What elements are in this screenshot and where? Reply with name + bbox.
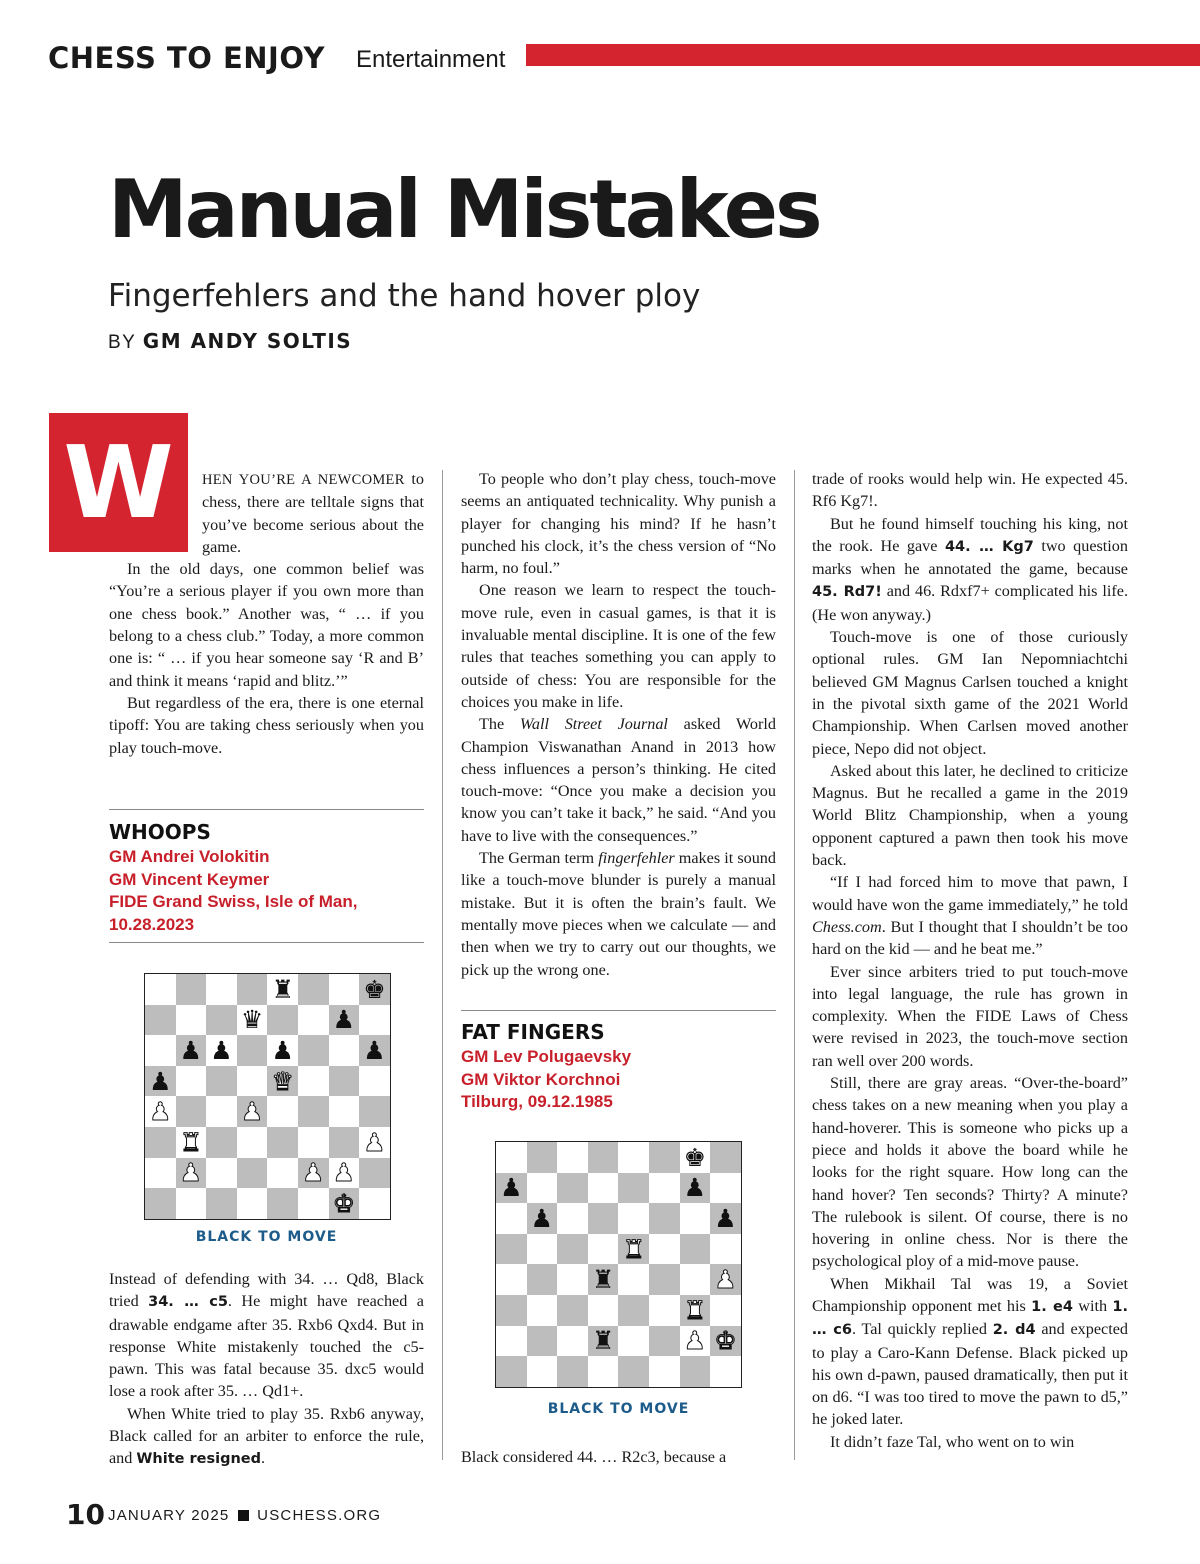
white-pawn-icon: ♟ (683, 1326, 707, 1356)
board-square (527, 1326, 558, 1357)
board-square (267, 1005, 298, 1036)
black-pawn-icon: ♟ (210, 1035, 233, 1065)
board-square (588, 1173, 619, 1204)
board-square (557, 1142, 588, 1173)
white-rook-icon: ♜ (179, 1127, 203, 1157)
board-square (176, 1096, 207, 1127)
board-square (527, 1142, 558, 1173)
board-square (618, 1142, 649, 1173)
board-square (329, 1066, 360, 1097)
board-square (557, 1264, 588, 1295)
board-square (618, 1264, 649, 1295)
board-square (588, 1234, 619, 1265)
board-square (176, 1066, 207, 1097)
board-square (496, 1142, 527, 1173)
board-square (298, 1005, 329, 1036)
board-square (680, 1142, 711, 1173)
board-square (267, 974, 298, 1005)
board-square (557, 1356, 588, 1387)
board-square (680, 1295, 711, 1326)
game-black-player: GM Viktor Korchnoi (461, 1069, 621, 1089)
board-square (680, 1326, 711, 1357)
board-square (680, 1173, 711, 1204)
board-square (145, 1127, 176, 1158)
board-square (145, 1158, 176, 1189)
board-square (267, 1188, 298, 1219)
board-square (206, 1066, 237, 1097)
board-square (557, 1326, 588, 1357)
board-square (145, 1096, 176, 1127)
board-square (618, 1234, 649, 1265)
board-square (527, 1264, 558, 1295)
black-pawn-icon: ♟ (332, 1005, 356, 1035)
board-square (329, 1188, 360, 1219)
board-square (680, 1234, 711, 1265)
board-square (176, 1005, 207, 1036)
board-square (359, 1188, 390, 1219)
board-square (618, 1356, 649, 1387)
board-square (359, 1158, 390, 1189)
game-event: FIDE Grand Swiss, Isle of Man, (109, 892, 358, 911)
board-square (710, 1295, 741, 1326)
board-square (710, 1142, 741, 1173)
article-column-1 (109, 468, 424, 759)
white-rook-icon: ♜ (683, 1295, 707, 1325)
chess-diagram (144, 973, 391, 1220)
board-square (710, 1326, 741, 1357)
game-info-fat-fingers (461, 1018, 776, 1114)
paragraph: Still, there are gray areas. “Over-the-board” chess takes on a new meaning when you play a hand-hoverer. This is someone who picks up a piece and holds it above the board while he looks for the right square. How long can the hand hover? Ten seconds? Thirty? A minute? The rulebook is silent. Of course, there is no hovering in online chess. Nor is there the psychological ploy of a mid-move pause. (812, 1074, 1128, 1271)
board-square (267, 1096, 298, 1127)
black-pawn-icon: ♟ (683, 1173, 707, 1203)
board-square (267, 1158, 298, 1189)
column-rule (794, 470, 795, 1460)
board-square (267, 1066, 298, 1097)
game-white-player: GM Lev Polugaevsky (461, 1047, 632, 1066)
board-square (176, 1035, 207, 1066)
game-black-player: GM Vincent Keymer (109, 869, 270, 889)
section-title: CHESS TO ENJOY (48, 41, 325, 75)
game-event: Tilburg, 09.12.1985 (461, 1092, 613, 1111)
board-square (298, 1066, 329, 1097)
article-column-1-continued (109, 1268, 424, 1471)
section-subtitle: Entertainment (356, 46, 506, 73)
black-rook-icon: ♜ (591, 1326, 615, 1356)
paragraph: When Mikhail Tal was 19, a Soviet Championship opponent met his 1. e4 with 1. … c6. Tal quickly replied 2. d4 and expected to play a Caro-Kann Defense. Black picked up his own d-pawn, paused dramatically, then put it on d6. “I was too tired to move the pawn to d5,” he joked later. (812, 1274, 1128, 1429)
divider (109, 942, 424, 943)
header-accent-bar (526, 44, 1200, 66)
board-square (710, 1264, 741, 1295)
separator-square (238, 1510, 249, 1521)
game-white-player: GM Andrei Volokitin (109, 847, 270, 866)
white-pawn-icon: ♟ (240, 1097, 264, 1127)
board-square (206, 974, 237, 1005)
board-square (710, 1203, 741, 1234)
paragraph: Instead of defending with 34. … Qd8, Black tried 34. … c5. He might have reached a drawable endgame after 35. Rxb6 Qxd4. But in response White mistakenly touched the c5-pawn. This was fatal because 35. dxc5 would lose a rook after 35. … Qd1+. (109, 1270, 424, 1401)
divider (109, 809, 424, 810)
byline-author: GM ANDY SOLTIS (142, 329, 353, 353)
board-square (176, 1127, 207, 1158)
black-rook-icon: ♜ (271, 974, 294, 1004)
white-pawn-icon: ♟ (332, 1158, 356, 1188)
paragraph: Black considered 44. … R2c3, because a (461, 1448, 727, 1466)
board-square (145, 1035, 176, 1066)
board-square (359, 1096, 390, 1127)
white-pawn-icon: ♟ (179, 1158, 203, 1188)
byline-prefix: BY (108, 332, 137, 353)
board-square (496, 1295, 527, 1326)
paragraph: The Wall Street Journal asked World Champion Viswanathan Anand in 2013 how chess influences a person’s thinking. He cited touch-move: “Once you make a decision you know you can’t take it back,” he said. “And you have to live with the consequences.” (461, 715, 776, 845)
board-square (359, 1005, 390, 1036)
board-square (496, 1356, 527, 1387)
board-square (649, 1234, 680, 1265)
board-square (557, 1295, 588, 1326)
paragraph: Asked about this later, he declined to criticize Magnus. But he recalled a game in the 2019 World Blitz Championship, when a young opponent captured a pawn then took his move back. (812, 761, 1128, 870)
board-square (649, 1295, 680, 1326)
board-square (527, 1203, 558, 1234)
board-square (680, 1356, 711, 1387)
white-pawn-icon: ♟ (149, 1097, 172, 1127)
board-square (206, 1096, 237, 1127)
black-pawn-icon: ♟ (500, 1173, 523, 1203)
board-square (298, 1158, 329, 1189)
site-url: USCHESS.ORG (257, 1507, 382, 1524)
game-title: WHOOPS (109, 820, 211, 844)
paragraph: But he found himself touching his king, not the rook. He gave 44. … Kg7 two question marks when he annotated the game, because 45. Rd7! and 46. Rdxf7+ complicated his life. (He won anyway.) (812, 514, 1128, 624)
black-pawn-icon: ♟ (530, 1203, 554, 1233)
paragraph: trade of rooks would help win. He expected 45. Rf6 Kg7!. (812, 470, 1128, 511)
board-square (496, 1234, 527, 1265)
board-square (680, 1264, 711, 1295)
board-square (298, 1035, 329, 1066)
divider (461, 1010, 776, 1011)
board-square (359, 974, 390, 1005)
board-square (329, 1127, 360, 1158)
black-pawn-icon: ♟ (149, 1066, 172, 1096)
paragraph: The German term fingerfehler makes it sound like a touch-move blunder is purely a manual mistake. But it is often the brain’s fault. We mentally move pieces when we calculate — and then when we try to carry out our thoughts, we pick up the wrong one. (461, 849, 776, 979)
board-square (649, 1173, 680, 1204)
board-square (237, 1035, 268, 1066)
black-pawn-icon: ♟ (714, 1203, 737, 1233)
board-square (557, 1203, 588, 1234)
white-queen-icon: ♛ (271, 1066, 294, 1096)
article-column-2-continued (461, 1446, 776, 1468)
board-square (618, 1173, 649, 1204)
board-square (649, 1203, 680, 1234)
column-rule (442, 470, 443, 1460)
board-square (145, 1188, 176, 1219)
byline (108, 327, 352, 357)
board-square (267, 1127, 298, 1158)
board-square (496, 1264, 527, 1295)
board-square (496, 1173, 527, 1204)
game-date: 10.28.2023 (109, 914, 195, 934)
board-square (206, 1035, 237, 1066)
black-pawn-icon: ♟ (179, 1035, 203, 1065)
board-square (618, 1295, 649, 1326)
article-column-2 (461, 468, 776, 981)
paragraph: When White tried to play 35. Rxb6 anyway, Black called for an arbiter to enforce the rule, and White resigned. (109, 1404, 424, 1468)
board-square (206, 1158, 237, 1189)
board-square (557, 1234, 588, 1265)
paragraph: HEN YOU’RE A NEWCOMER to chess, there are telltale signs that you’ve become serious about the game. (202, 470, 424, 556)
diagram-caption: BLACK TO MOVE (547, 1401, 690, 1417)
board-square (588, 1203, 619, 1234)
board-square (527, 1234, 558, 1265)
board-square (237, 1066, 268, 1097)
board-square (527, 1295, 558, 1326)
board-square (145, 1066, 176, 1097)
board-square (329, 1005, 360, 1036)
board-square (329, 974, 360, 1005)
board-square (206, 1127, 237, 1158)
white-rook-icon: ♜ (622, 1234, 645, 1264)
board-square (588, 1356, 619, 1387)
board-square (237, 1096, 268, 1127)
board-square (618, 1203, 649, 1234)
white-pawn-icon: ♟ (302, 1158, 325, 1188)
board-square (588, 1326, 619, 1357)
board-square (588, 1142, 619, 1173)
black-rook-icon: ♜ (591, 1265, 615, 1295)
article-deck: Fingerfehlers and the hand hover ploy (108, 278, 701, 314)
board-square (237, 1005, 268, 1036)
game-info-whoops (109, 818, 424, 936)
board-square (557, 1173, 588, 1204)
board-square (206, 1188, 237, 1219)
board-square (649, 1326, 680, 1357)
black-queen-icon: ♛ (240, 1005, 264, 1035)
board-square (176, 1188, 207, 1219)
board-square (206, 1005, 237, 1036)
board-square (267, 1035, 298, 1066)
board-square (527, 1356, 558, 1387)
board-square (496, 1203, 527, 1234)
paragraph: “If I had forced him to move that pawn, I would have won the game immediately,” he told Chess.com. But I thought that I shouldn’t be too hard on the kid — and he beat me.” (812, 873, 1128, 959)
article-headline: Manual Mistakes (108, 163, 820, 256)
board-square (710, 1356, 741, 1387)
board-square (710, 1234, 741, 1265)
black-king-icon: ♚ (363, 974, 386, 1004)
white-pawn-icon: ♟ (714, 1265, 737, 1295)
page-number: 10 (66, 1498, 105, 1531)
black-king-icon: ♚ (683, 1142, 707, 1172)
board-square (329, 1096, 360, 1127)
board-square (588, 1264, 619, 1295)
paragraph: Ever since arbiters tried to put touch-move into legal language, the rule has grown in complexity. When the FIDE Laws of Chess were revised in 2023, the touch-move section ran well over 200 words. (812, 962, 1128, 1070)
board-square (237, 974, 268, 1005)
board-square (237, 1188, 268, 1219)
issue-date: JANUARY 2025 (108, 1507, 230, 1524)
drop-cap: W (49, 413, 188, 552)
black-pawn-icon: ♟ (363, 1035, 386, 1065)
paragraph: One reason we learn to respect the touch-move rule, even in casual games, is that it is invaluable mental discipline. It is one of the few rules that teaches something you can apply to outside of chess: You are responsible for the choices you make in life. (461, 581, 776, 711)
white-king-icon: ♚ (332, 1188, 356, 1218)
board-square (359, 1127, 390, 1158)
footer-text (108, 1506, 381, 1526)
board-square (329, 1158, 360, 1189)
board-square (237, 1127, 268, 1158)
board-square (176, 1158, 207, 1189)
board-square (618, 1326, 649, 1357)
board-square (298, 974, 329, 1005)
board-square (298, 1096, 329, 1127)
board-square (298, 1188, 329, 1219)
board-square (359, 1035, 390, 1066)
board-square (176, 974, 207, 1005)
board-square (298, 1127, 329, 1158)
paragraph: It didn’t faze Tal, who went on to win (830, 1432, 1075, 1451)
board-square (359, 1066, 390, 1097)
paragraph: Touch-move is one of those curiously optional rules. GM Ian Nepomniachtchi believed GM Magnus Carlsen touched a knight in the pivotal sixth game of the 2021 World Championship. When Carlsen moved another piece, Nepo did not object. (812, 628, 1128, 758)
board-square (329, 1035, 360, 1066)
board-square (237, 1158, 268, 1189)
board-square (649, 1356, 680, 1387)
paragraph: To people who don’t play chess, touch-move seems an antiquated technicality. Why punish a player for changing his mind? If he hasn’t punched his clock, it’s the chess version of “No harm, no foul.” (461, 470, 776, 578)
board-square (496, 1326, 527, 1357)
game-title: FAT FINGERS (461, 1020, 605, 1044)
article-column-3 (812, 468, 1128, 1453)
board-square (588, 1295, 619, 1326)
board-square (710, 1173, 741, 1204)
board-square (145, 1005, 176, 1036)
board-square (649, 1264, 680, 1295)
board-square (527, 1173, 558, 1204)
white-king-icon: ♚ (714, 1326, 737, 1356)
board-square (145, 974, 176, 1005)
paragraph: But regardless of the era, there is one eternal tipoff: You are taking chess seriously when you play touch-move. (109, 693, 424, 757)
black-pawn-icon: ♟ (271, 1035, 294, 1065)
board-square (680, 1203, 711, 1234)
paragraph: In the old days, one common belief was “You’re a serious player if you own more than one chess book.” Another was, “ … if you belong to a chess club.” Today, a more common one is: “ … if you hear someone say ‘R and B’ and think it means ‘rapid and blitz.’” (109, 560, 424, 690)
diagram-caption: BLACK TO MOVE (195, 1229, 338, 1245)
board-square (649, 1142, 680, 1173)
chess-diagram (495, 1141, 742, 1388)
white-pawn-icon: ♟ (363, 1127, 386, 1157)
